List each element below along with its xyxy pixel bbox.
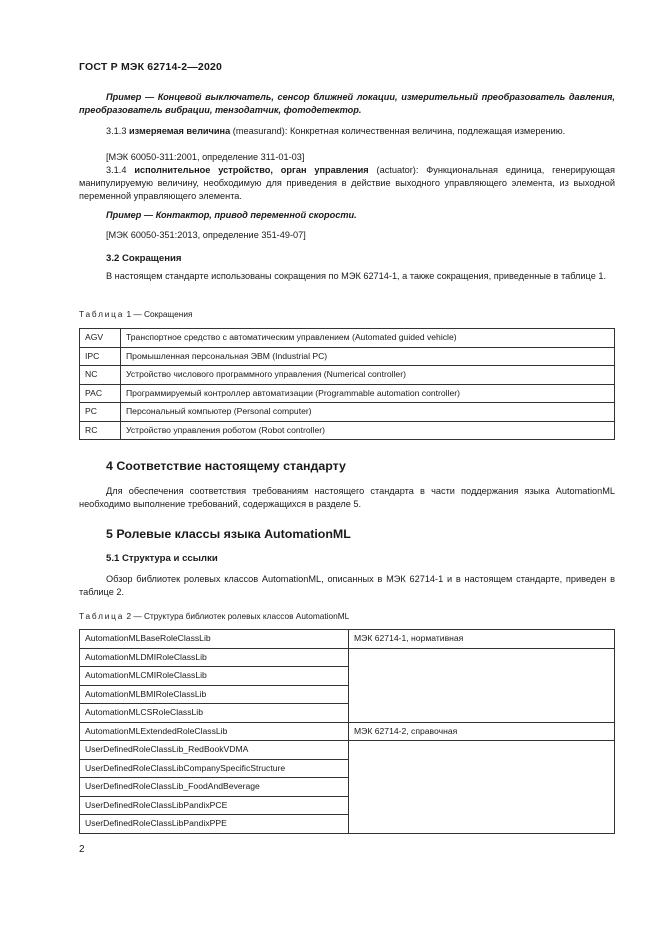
definition-ref-2: [МЭК 60050-351:2013, определение 351-49-07]: [106, 230, 306, 240]
library-cell: UserDefinedRoleClassLibPandixPPE: [80, 815, 349, 834]
section-3-2-title: 3.2 Сокращения: [106, 253, 182, 264]
example-text-1: Пример — Концевой выключатель, сенсор ближней локации, измерительный преобразователь давления, преобразователь вибрации, тензодатчик, фотодетектор.: [79, 92, 615, 115]
abbr-cell: PAC: [80, 384, 121, 403]
library-cell: AutomationMLDMIRoleClassLib: [80, 648, 349, 667]
page-number: 2: [79, 844, 85, 855]
definition-number: 3.1.4: [106, 165, 127, 175]
section-5-1-title: 5.1 Структура и ссылки: [106, 553, 218, 564]
abbr-cell: PC: [80, 403, 121, 422]
abbr-cell: NC: [80, 366, 121, 385]
library-cell: AutomationMLBaseRoleClassLib: [80, 630, 349, 649]
desc-cell: Персональный компьютер (Personal computer): [121, 403, 615, 422]
table-row: [80, 421, 615, 440]
table-row: [80, 741, 615, 760]
definition-text: (measurand): Конкретная количественная величина, подлежащая измерению.: [232, 126, 566, 136]
desc-cell: Устройство управления роботом (Robot controller): [121, 421, 615, 440]
table-row: [80, 630, 615, 649]
section-4-title: 4 Соответствие настоящему стандарту: [106, 459, 346, 473]
definition-ref-1: [МЭК 60050-311:2001, определение 311-01-03]: [106, 152, 305, 162]
library-cell: AutomationMLCMIRoleClassLib: [80, 667, 349, 686]
caption-label: Таблица: [79, 309, 125, 319]
abbr-cell: RC: [80, 421, 121, 440]
table-row: [80, 722, 615, 741]
abbr-cell: IPC: [80, 347, 121, 366]
desc-cell: Устройство числового программного управления (Numerical controller): [121, 366, 615, 385]
desc-cell: Программируемый контроллер автоматизации (Programmable automation controller): [121, 384, 615, 403]
definition-term: исполнительное устройство, орган управления: [134, 165, 369, 175]
table-1-caption: [79, 309, 193, 319]
library-cell: AutomationMLExtendedRoleClassLib: [80, 722, 349, 741]
section-5-title: 5 Ролевые классы языка AutomationML: [106, 527, 351, 541]
group-note-cell: МЭК 62714-2, справочная: [349, 722, 615, 741]
empty-note-cell: [349, 741, 615, 834]
section-5-1-text: Обзор библиотек ролевых классов AutomationML, описанных в МЭК 62714-1 и в настоящем стандарте, приведен в таблице 2.: [79, 574, 615, 597]
abbr-cell: AGV: [80, 329, 121, 348]
empty-note-cell: [349, 648, 615, 722]
library-cell: UserDefinedRoleClassLibPandixPCE: [80, 796, 349, 815]
library-cell: AutomationMLBMIRoleClassLib: [80, 685, 349, 704]
library-cell: UserDefinedRoleClassLibCompanySpecificStructure: [80, 759, 349, 778]
caption-label: Таблица: [79, 611, 125, 621]
library-cell: UserDefinedRoleClassLib_FoodAndBeverage: [80, 778, 349, 797]
table-row: [80, 366, 615, 385]
example-text-2: Пример — Контактор, привод переменной скорости.: [106, 210, 357, 220]
library-cell: UserDefinedRoleClassLib_RedBookVDMA: [80, 741, 349, 760]
library-cell: AutomationMLCSRoleClassLib: [80, 704, 349, 723]
table-row: [80, 384, 615, 403]
definition-number: 3.1.3: [106, 126, 127, 136]
section-4-text: Для обеспечения соответствия требованиям настоящего стандарта в части поддержания языка AutomationML необходимо выполнение требований, содержащихся в разделе 5.: [79, 486, 615, 509]
definition-3-1-4: [79, 164, 615, 203]
table-row: [80, 329, 615, 348]
role-class-libraries-table: [79, 629, 615, 834]
desc-cell: Транспортное средство с автоматическим управлением (Automated guided vehicle): [121, 329, 615, 348]
caption-title: 2 — Структура библиотек ролевых классов AutomationML: [124, 611, 350, 621]
desc-cell: Промышленная персональная ЭВМ (Industrial PC): [121, 347, 615, 366]
definition-text: (actuator): Функциональная единица, генерирующая манипулируемую величину, необходимую для приведения в действие выходного управляющего элемента, из выходной переменной управляющего элемента.: [79, 165, 615, 201]
table-2-caption: [79, 611, 349, 621]
section-3-2-text: В настоящем стандарте использованы сокращения по МЭК 62714-1, а также сокращения, приведенные в таблице 1.: [106, 271, 607, 281]
caption-title: 1 — Сокращения: [124, 309, 193, 319]
definition-3-1-3: [79, 125, 615, 138]
definition-term: измеряемая величина: [129, 126, 231, 136]
table-row: [80, 403, 615, 422]
abbreviations-table: [79, 328, 615, 440]
group-note-cell: МЭК 62714-1, нормативная: [349, 630, 615, 649]
table-row: [80, 648, 615, 667]
document-header: ГОСТ Р МЭК 62714-2—2020: [79, 61, 223, 73]
table-row: [80, 347, 615, 366]
